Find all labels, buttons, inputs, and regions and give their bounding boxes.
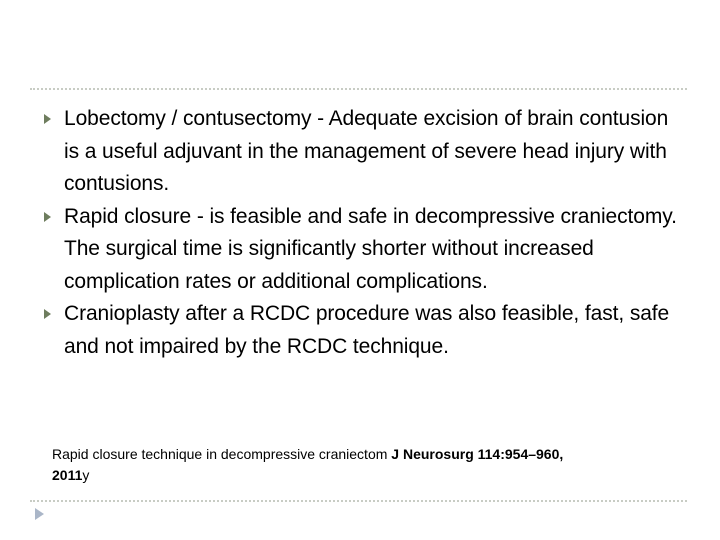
top-divider <box>30 88 687 90</box>
bottom-divider <box>30 500 687 502</box>
next-slide-arrow-icon[interactable] <box>35 508 44 520</box>
list-item <box>44 201 684 299</box>
list-item <box>44 298 684 363</box>
bullet-text: Cranioplasty after a RCDC procedure was also feasible, fast, safe and not impaired by the RCDC technique. <box>64 302 670 358</box>
reference-journal: J Neurosurg 114:954–960, 2011 <box>52 446 564 483</box>
bullet-list <box>44 103 684 363</box>
bullet-triangle-icon <box>44 309 51 319</box>
bullet-text: Rapid closure - is feasible and safe in decompressive craniectomy. The surgical time is significantly shorter without increased complication rates or additional complications. <box>64 204 677 293</box>
reference-title: Rapid closure technique in decompressive craniectom <box>52 446 392 462</box>
reference-trailing: y <box>82 467 90 483</box>
bullet-triangle-icon <box>44 114 51 124</box>
reference-citation <box>52 444 572 486</box>
bullet-triangle-icon <box>44 212 51 222</box>
bullet-text: Lobectomy / contusectomy - Adequate excision of brain contusion is a useful adjuvant in the management of severe head injury with contusions. <box>64 107 669 195</box>
list-item <box>44 103 684 201</box>
